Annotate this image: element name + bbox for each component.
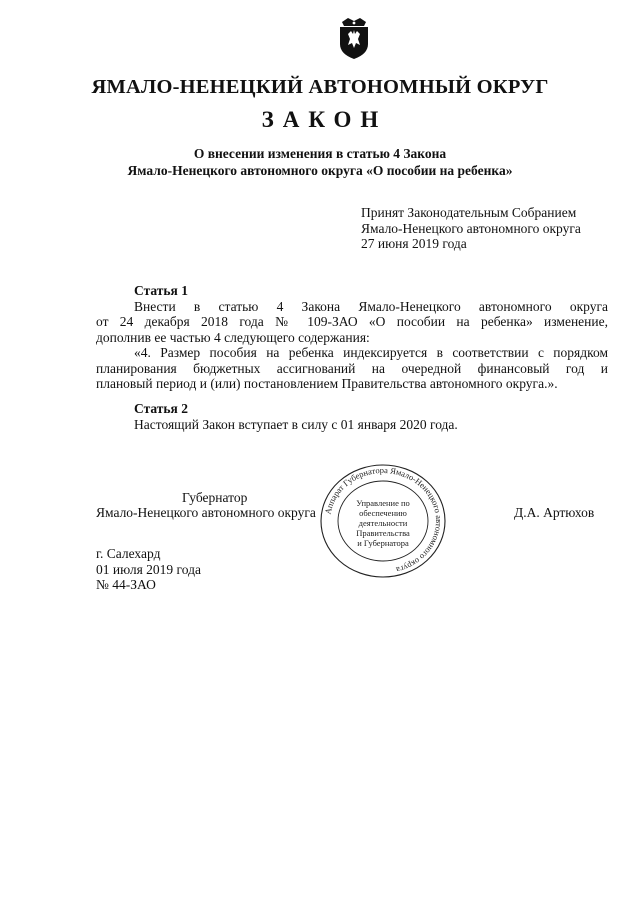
article-1-quote-line: планирования бюджетных ассигнований на очередной финансовый год и — [96, 360, 608, 376]
region-title: ЯМАЛО-НЕНЕЦКИЙ АВТОНОМНЫЙ ОКРУГ — [91, 76, 549, 98]
signing-city: г. Салехард — [96, 546, 161, 561]
signatory-name: Д.А. Артюхов — [514, 505, 595, 520]
article-1-quote-line: плановый период и (или) постановлением Правительства автономного округа.». — [96, 376, 558, 391]
seal-center-line: Правительства — [356, 528, 410, 538]
seal-center-line: обеспечению — [359, 508, 407, 518]
article-2-text: Настоящий Закон вступает в силу с 01 января 2020 года. — [134, 416, 458, 432]
signing-date: 01 июля 2019 года — [96, 561, 201, 577]
article-1-text-line: Внести в статью 4 Закона Ямало-Ненецкого автономного округа — [134, 298, 608, 314]
signatory-title: Губернатор — [182, 490, 248, 505]
article-1 — [96, 283, 608, 392]
subject-line: О внесении изменения в статью 4 Закона — [193, 146, 447, 161]
adoption-line: Принят Законодательным Собранием — [361, 205, 577, 220]
law-number: № 44-ЗАО — [96, 577, 156, 592]
seal-center-line: и Губернатора — [357, 538, 409, 548]
seal-center-line: деятельности — [358, 518, 408, 528]
official-seal — [318, 462, 448, 580]
subject-line: Ямало-Ненецкого автономного округа «О пособии на ребенка» — [127, 163, 513, 178]
coat-of-arms-icon — [336, 14, 372, 60]
adoption-line: Ямало-Ненецкого автономного округа — [361, 220, 581, 236]
law-subject — [60, 145, 580, 179]
signatory-organization: Ямало-Ненецкого автономного округа — [96, 505, 316, 520]
article-1-text-line: от 24 декабря 2018 года № 109-ЗАО «О пособии на ребенка» изменение, — [96, 314, 608, 329]
adoption-date: 27 июня 2019 года — [361, 236, 467, 251]
article-1-text-line: дополнив ее частью 4 следующего содержания: — [96, 329, 370, 345]
adoption-note — [361, 205, 581, 252]
article-1-quote-line: «4. Размер пособия на ребенка индексируется в соответствии с порядком — [134, 345, 608, 360]
document-footer — [96, 546, 201, 593]
seal-ring-text: Аппарат Губернатора Ямало-Ненецкого автономного округа — [322, 464, 445, 576]
document-type-heading: ЗАКОН — [261, 107, 388, 132]
article-1-heading: Статья 1 — [134, 283, 188, 298]
article-2-heading: Статья 2 — [134, 401, 188, 416]
seal-center-line: Управление по — [356, 498, 410, 508]
article-2 — [96, 401, 608, 432]
